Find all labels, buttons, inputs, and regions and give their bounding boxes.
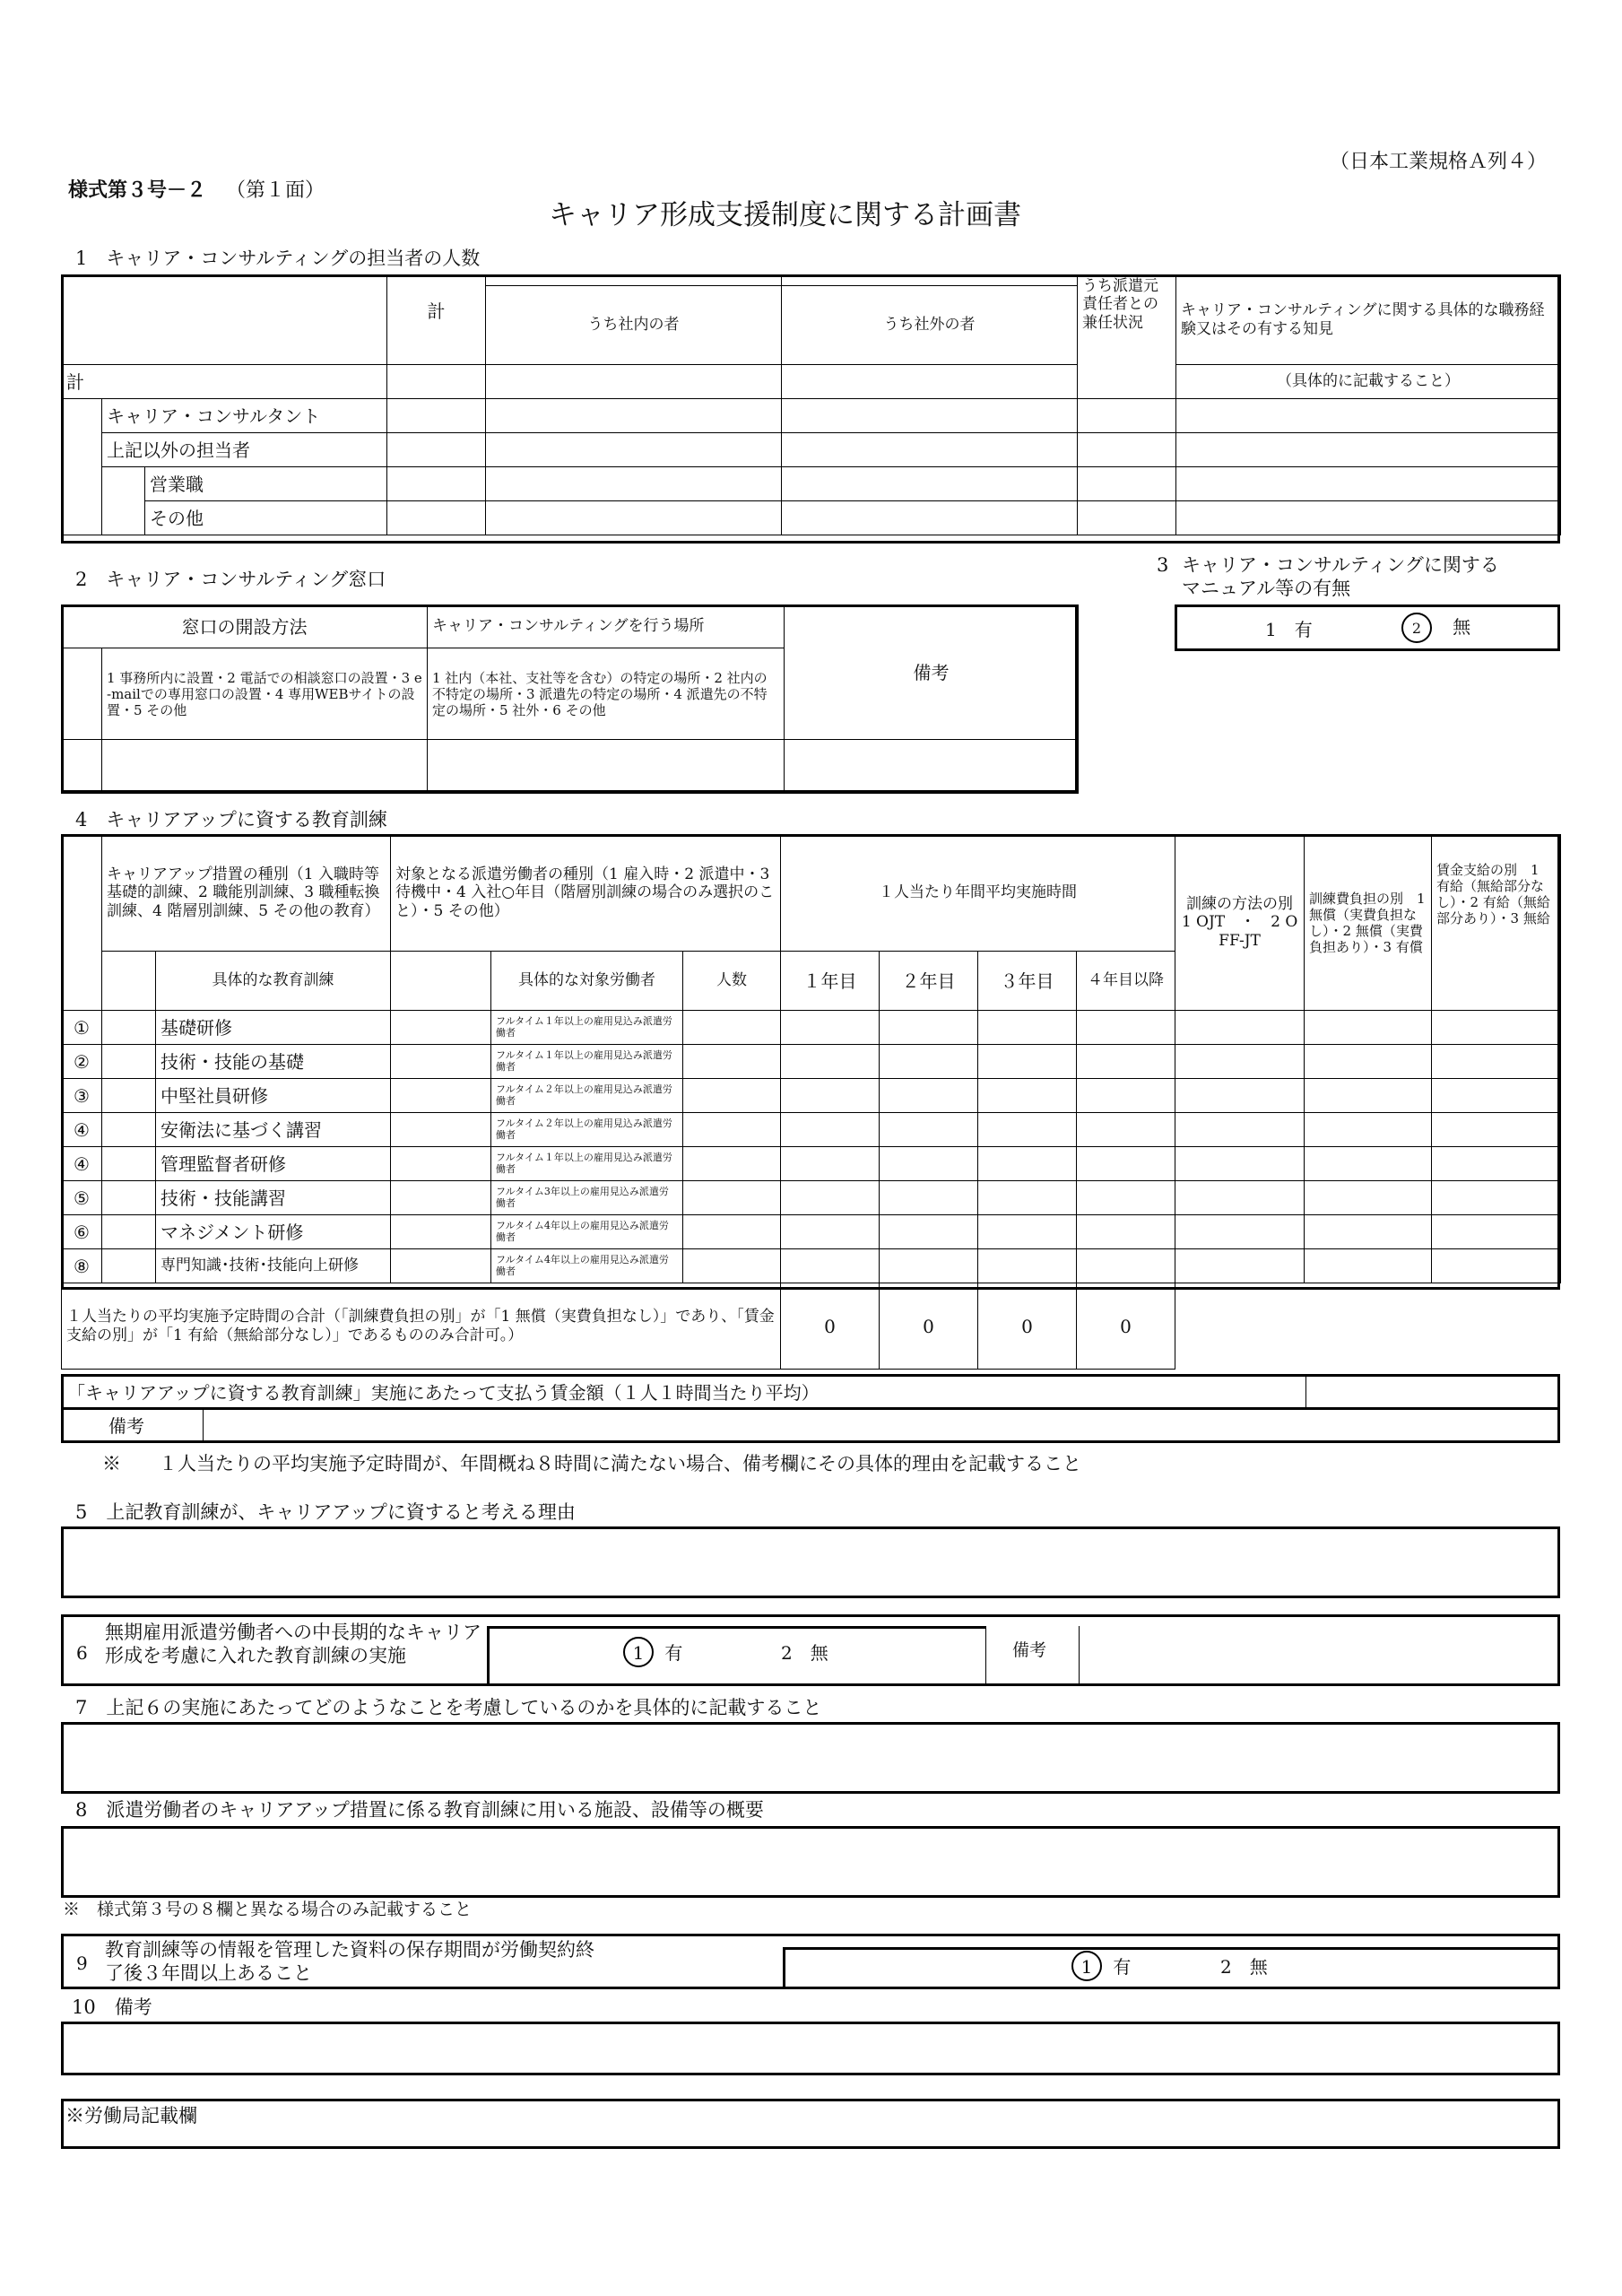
s4-total-year4: 0 xyxy=(1077,1283,1175,1370)
s4-wage-value[interactable] xyxy=(1310,1377,1557,1407)
s4-row-count-cell[interactable] xyxy=(683,1045,781,1079)
s2-remarks-value[interactable] xyxy=(785,740,1079,794)
s3-heading-line2: マニュアル等の有無 xyxy=(1182,578,1351,599)
section-8-heading: 8 派遣労働者のキャリアアップ措置に係る教育訓練に用いる施設、設備等の概要 xyxy=(75,1799,764,1821)
s4-row-year4-cell[interactable] xyxy=(1077,1045,1175,1079)
s4-row-worker-type-cell[interactable] xyxy=(391,1215,491,1249)
s4-row-cost-cell[interactable] xyxy=(1305,1215,1432,1249)
s1-col-experience: キャリア・コンサルティングに関する具体的な職務経験又はその有する知見 xyxy=(1176,275,1561,365)
s4-row-year4-cell[interactable] xyxy=(1077,1147,1175,1181)
s4-row-target: フルタイム１年以上の雇用見込み派遣労働者 xyxy=(491,1045,683,1079)
s4-row-training: マネジメント研修 xyxy=(156,1215,391,1249)
s4-wage-label: 「キャリアアップに資する教育訓練」実施にあたって支払う賃金額（１人１時間当たり平均） xyxy=(67,1382,820,1404)
s4-row-training: 専門知識･技術･技能向上研修 xyxy=(156,1249,391,1283)
s4-row-year3-cell[interactable] xyxy=(978,1215,1077,1249)
s4-row-target: フルタイム１年以上の雇用見込み派遣労働者 xyxy=(491,1011,683,1045)
s2-col-place: キャリア・コンサルティングを行う場所 xyxy=(428,605,785,648)
s4-row-count-cell[interactable] xyxy=(683,1079,781,1113)
s7-answer-box[interactable] xyxy=(61,1722,1560,1794)
s4-remarks-row xyxy=(61,1407,1560,1443)
s4-row-worker-type-cell[interactable] xyxy=(391,1113,491,1147)
s8-note: ※ 様式第３号の８欄と異なる場合のみ記載すること xyxy=(63,1900,473,1919)
s1-total-count-cell[interactable] xyxy=(387,365,486,399)
s4-row-year2-cell[interactable] xyxy=(880,1249,978,1283)
s4-row-type-cell[interactable] xyxy=(102,1181,156,1215)
s4-row-number: ⑥ xyxy=(62,1215,102,1249)
selected-circle-icon: 2 xyxy=(1401,613,1432,643)
s10-answer-box[interactable] xyxy=(61,2022,1560,2075)
s9-option-no[interactable]: 2 無 xyxy=(1220,1956,1268,1978)
s4-row-wage-cell[interactable] xyxy=(1432,1113,1561,1147)
s4-row-year1-cell[interactable] xyxy=(781,1113,880,1147)
s1-other-internal-cell[interactable] xyxy=(486,433,782,467)
s1-others-external-cell[interactable] xyxy=(782,501,1078,535)
s4-total-label: １人当たりの平均実施予定時間の合計（「訓練費負担の別」が「1 無償（実費負担なし）」であり、「賃金支給の別」が「1 有給（無給部分なし）」であるもののみ合計可。） xyxy=(62,1283,781,1370)
s1-other-concurrent-cell[interactable] xyxy=(1078,433,1176,467)
s1-row-sales: 営業職 xyxy=(145,467,387,501)
s4-row-wage-cell[interactable] xyxy=(1432,1249,1561,1283)
s4-row-worker-type-cell[interactable] xyxy=(391,1045,491,1079)
s4-remarks-label: 備考 xyxy=(108,1415,144,1437)
s4-row-method-cell[interactable] xyxy=(1175,1113,1305,1147)
section-1-table xyxy=(61,274,1561,535)
s1-consultant-experience-cell[interactable] xyxy=(1176,399,1561,433)
s4-col-year1: １年目 xyxy=(781,952,880,1011)
table-row xyxy=(62,1147,1561,1181)
s4-row-year3-cell[interactable] xyxy=(978,1045,1077,1079)
s4-row-year4-cell[interactable] xyxy=(1077,1079,1175,1113)
s4-row-count-cell[interactable] xyxy=(683,1011,781,1045)
s4-row-count-cell[interactable] xyxy=(683,1249,781,1283)
s8-answer-box[interactable] xyxy=(61,1826,1560,1898)
s4-row-count-cell[interactable] xyxy=(683,1181,781,1215)
s4-col-count: 人数 xyxy=(683,952,781,1011)
s4-row-target: フルタイム4年以上の雇用見込み派遣労働者 xyxy=(491,1249,683,1283)
s1-col-external: うち社外の者 xyxy=(782,286,1078,365)
s4-row-type-cell[interactable] xyxy=(102,1011,156,1045)
table-row xyxy=(62,1181,1561,1215)
s4-row-wage-cell[interactable] xyxy=(1432,1147,1561,1181)
s4-row-year1-cell[interactable] xyxy=(781,1215,880,1249)
s6-remarks-value[interactable] xyxy=(1082,1626,1556,1680)
s4-row-year2-cell[interactable] xyxy=(880,1147,978,1181)
table-row xyxy=(62,1215,1561,1249)
s1-row-other-staff: 上記以外の担当者 xyxy=(102,433,387,467)
s4-row-year4-cell[interactable] xyxy=(1077,1249,1175,1283)
s1-consultant-external-cell[interactable] xyxy=(782,399,1078,433)
s3-heading-num: 3 xyxy=(1157,554,1169,576)
table-row xyxy=(62,1045,1561,1079)
s4-row-method-cell[interactable] xyxy=(1175,1147,1305,1181)
s4-row-worker-type-cell[interactable] xyxy=(391,1011,491,1045)
s4-row-number: ⑤ xyxy=(62,1181,102,1215)
s4-row-year2-cell[interactable] xyxy=(880,1011,978,1045)
s4-row-year2-cell[interactable] xyxy=(880,1079,978,1113)
s1-consultant-concurrent-cell[interactable] xyxy=(1078,399,1176,433)
s4-row-year2-cell[interactable] xyxy=(880,1045,978,1079)
s1-row-total: 計 xyxy=(62,365,387,399)
s3-heading-line1: キャリア・コンサルティングに関する xyxy=(1182,554,1499,576)
s4-row-wage-cell[interactable] xyxy=(1432,1045,1561,1079)
s4-col-method: 訓練の方法の別 1 OJT ・ 2 OFF-JT xyxy=(1175,835,1305,1011)
s4-row-type-cell[interactable] xyxy=(102,1147,156,1181)
s4-row-cost-cell[interactable] xyxy=(1305,1045,1432,1079)
s4-row-number: ② xyxy=(62,1045,102,1079)
s1-consultant-internal-cell[interactable] xyxy=(486,399,782,433)
s2-col-remarks: 備考 xyxy=(785,605,1079,740)
s4-row-year2-cell[interactable] xyxy=(880,1113,978,1147)
s4-row-number: ① xyxy=(62,1011,102,1045)
s1-others-count-cell[interactable] xyxy=(387,501,486,535)
s1-col-concurrent: うち派遣元責任者との兼任状況 xyxy=(1078,275,1176,399)
s4-row-method-cell[interactable] xyxy=(1175,1215,1305,1249)
s4-col-year2: ２年目 xyxy=(880,952,978,1011)
s4-row-year4-cell[interactable] xyxy=(1077,1181,1175,1215)
s2-method-value[interactable] xyxy=(102,740,428,794)
s4-row-cost-cell[interactable] xyxy=(1305,1113,1432,1147)
s4-row-year3-cell[interactable] xyxy=(978,1249,1077,1283)
s4-row-count-cell[interactable] xyxy=(683,1113,781,1147)
selected-circle-icon: 1 xyxy=(623,1637,654,1667)
s9-option-yes[interactable]: 1 有 xyxy=(1071,1951,1131,1981)
s1-other-external-cell[interactable] xyxy=(782,433,1078,467)
s4-row-worker-type-cell[interactable] xyxy=(391,1249,491,1283)
form-number: 様式第３号－２ xyxy=(68,179,207,202)
s2-method-options: 1 事務所内に設置・2 電話での相談窓口の設置・3 e-mailでの専用窓口の設置・4 専用WEBサイトの設置・5 その他 xyxy=(102,648,428,740)
s4-remarks-value[interactable] xyxy=(207,1410,1552,1440)
s1-total-external-cell[interactable] xyxy=(782,365,1078,399)
bureau-label: ※労働局記載欄 xyxy=(65,2105,197,2126)
s4-wage-row xyxy=(61,1374,1560,1410)
s1-consultant-count-cell[interactable] xyxy=(387,399,486,433)
selected-circle-icon: 1 xyxy=(1071,1951,1102,1981)
s4-col-specific-training: 具体的な教育訓練 xyxy=(156,952,391,1011)
s4-row-type-cell[interactable] xyxy=(102,1249,156,1283)
s4-row-cost-cell[interactable] xyxy=(1305,1079,1432,1113)
s4-row-method-cell[interactable] xyxy=(1175,1011,1305,1045)
s4-row-cost-cell[interactable] xyxy=(1305,1181,1432,1215)
s1-sales-external-cell[interactable] xyxy=(782,467,1078,501)
s4-row-target: フルタイム3年以上の雇用見込み派遣労働者 xyxy=(491,1181,683,1215)
s4-row-count-cell[interactable] xyxy=(683,1147,781,1181)
s4-row-training: 基礎研修 xyxy=(156,1011,391,1045)
section-4-table xyxy=(61,834,1561,1370)
s4-row-year3-cell[interactable] xyxy=(978,1011,1077,1045)
s2-place-value[interactable] xyxy=(428,740,785,794)
s4-row-method-cell[interactable] xyxy=(1175,1181,1305,1215)
s4-col-worker-type: 対象となる派遣労働者の種別（1 雇入時・2 派遣中・3 待機中・4 入社○年目（階層別訓練の場合のみ選択のこと）・5 その他） xyxy=(391,835,781,952)
section-10-heading: 10 備考 xyxy=(72,1996,152,2018)
s1-row-consultant: キャリア・コンサルタント xyxy=(102,399,387,433)
s6-option-no[interactable]: 2 無 xyxy=(781,1642,828,1664)
s4-row-count-cell[interactable] xyxy=(683,1215,781,1249)
s4-row-target: フルタイム１年以上の雇用見込み派遣労働者 xyxy=(491,1147,683,1181)
s4-row-year3-cell[interactable] xyxy=(978,1181,1077,1215)
s4-total-year2: 0 xyxy=(880,1283,978,1370)
s1-others-concurrent-cell[interactable] xyxy=(1078,501,1176,535)
s4-row-method-cell[interactable] xyxy=(1175,1079,1305,1113)
section-2-heading: 2 キャリア・コンサルティング窓口 xyxy=(75,569,386,590)
s4-row-year1-cell[interactable] xyxy=(781,1079,880,1113)
s4-note: ※ １人当たりの平均実施予定時間が、年間概ね８時間に満たない場合、備考欄にその具体的理由を記載すること xyxy=(102,1453,1081,1474)
s1-experience-note: （具体的に記載すること） xyxy=(1176,365,1561,399)
s1-others-experience-cell[interactable] xyxy=(1176,501,1561,535)
s4-row-wage-cell[interactable] xyxy=(1432,1215,1561,1249)
s4-row-year1-cell[interactable] xyxy=(781,1045,880,1079)
s4-row-number: ⑧ xyxy=(62,1249,102,1283)
s1-sales-concurrent-cell[interactable] xyxy=(1078,467,1176,501)
s4-row-target: フルタイム２年以上の雇用見込み派遣労働者 xyxy=(491,1079,683,1113)
s1-other-experience-cell[interactable] xyxy=(1176,433,1561,467)
s4-row-training: 技術・技能の基礎 xyxy=(156,1045,391,1079)
table-row xyxy=(62,1079,1561,1113)
section-4-heading: 4 キャリアアップに資する教育訓練 xyxy=(75,809,387,831)
s6-frame xyxy=(61,1614,1560,1686)
section-7-heading: 7 上記６の実施にあたってどのようなことを考慮しているのかを具体的に記載すること xyxy=(75,1697,822,1718)
s4-total-year1: 0 xyxy=(781,1283,880,1370)
s4-col-measure-type: キャリアアップ措置の種別（1 入職時等基礎的訓練、2 職能別訓練、3 職種転換訓練、4 階層別訓練、5 その他の教育） xyxy=(102,835,391,952)
table-row xyxy=(62,1113,1561,1147)
s4-row-year3-cell[interactable] xyxy=(978,1113,1077,1147)
s4-row-number: ④ xyxy=(62,1147,102,1181)
s4-row-cost-cell[interactable] xyxy=(1305,1147,1432,1181)
s4-row-worker-type-cell[interactable] xyxy=(391,1181,491,1215)
s2-col-method: 窓口の開設方法 xyxy=(62,605,428,648)
s3-option-yes[interactable]: 1 有 xyxy=(1265,619,1313,640)
s4-row-cost-cell[interactable] xyxy=(1305,1011,1432,1045)
s4-row-target: フルタイム4年以上の雇用見込み派遣労働者 xyxy=(491,1215,683,1249)
s4-col-avg-hours: １人当たり年間平均実施時間 xyxy=(781,835,1175,952)
s4-row-type-cell[interactable] xyxy=(102,1079,156,1113)
s4-row-year4-cell[interactable] xyxy=(1077,1011,1175,1045)
s4-row-method-cell[interactable] xyxy=(1175,1249,1305,1283)
s4-row-training: 管理監督者研修 xyxy=(156,1147,391,1181)
s4-row-year3-cell[interactable] xyxy=(978,1079,1077,1113)
s1-sales-count-cell[interactable] xyxy=(387,467,486,501)
s6-remarks-label: 備考 xyxy=(1012,1640,1047,1660)
s4-row-year2-cell[interactable] xyxy=(880,1181,978,1215)
s4-col-specific-worker: 具体的な対象労働者 xyxy=(491,952,683,1011)
s4-row-cost-cell[interactable] xyxy=(1305,1249,1432,1283)
s4-col-cost: 訓練費負担の別 1 無償（実費負担なし）・2 無償（実費負担あり）・3 有償 xyxy=(1305,835,1432,1011)
s9-label-line2: 了後３年間以上あること xyxy=(105,1962,312,1984)
section-1-heading: 1 キャリア・コンサルティングの担当者の人数 xyxy=(75,248,481,269)
s4-col-year3: ３年目 xyxy=(978,952,1077,1011)
s4-col-year4: ４年目以降 xyxy=(1077,952,1175,1011)
s4-row-number: ④ xyxy=(62,1113,102,1147)
s4-row-training: 中堅社員研修 xyxy=(156,1079,391,1113)
s9-label-line1: 教育訓練等の情報を管理した資料の保存期間が労働契約終 xyxy=(105,1939,594,1961)
page-title: キャリア形成支援制度に関する計画書 xyxy=(549,199,1021,231)
s4-row-type-cell[interactable] xyxy=(102,1045,156,1079)
s9-num: 9 xyxy=(76,1952,88,1974)
s4-row-year4-cell[interactable] xyxy=(1077,1113,1175,1147)
section-2-table xyxy=(61,604,1079,794)
s1-row-others: その他 xyxy=(145,501,387,535)
s4-row-wage-cell[interactable] xyxy=(1432,1011,1561,1045)
s4-total-year3: 0 xyxy=(978,1283,1077,1370)
s6-label: 無期雇用派遣労働者への中長期的なキャリア形成を考慮に入れた教育訓練の実施 xyxy=(105,1622,481,1667)
s3-answer-box xyxy=(1175,604,1560,651)
s4-row-type-cell[interactable] xyxy=(102,1113,156,1147)
s1-sales-internal-cell[interactable] xyxy=(486,467,782,501)
page-number: （第１面） xyxy=(226,179,325,202)
s4-row-worker-type-cell[interactable] xyxy=(391,1147,491,1181)
s4-row-year2-cell[interactable] xyxy=(880,1215,978,1249)
s4-row-training: 技術・技能講習 xyxy=(156,1181,391,1215)
s1-total-internal-cell[interactable] xyxy=(486,365,782,399)
s4-row-year4-cell[interactable] xyxy=(1077,1215,1175,1249)
section-5-heading: 5 上記教育訓練が、キャリアアップに資すると考える理由 xyxy=(75,1501,576,1523)
s4-row-wage-cell[interactable] xyxy=(1432,1181,1561,1215)
jis-size-note: （日本工業規格Ａ列４） xyxy=(1330,151,1548,173)
s4-row-wage-cell[interactable] xyxy=(1432,1079,1561,1113)
s4-row-number: ③ xyxy=(62,1079,102,1113)
bureau-box xyxy=(61,2099,1560,2149)
s2-place-options: 1 社内（本社、支社等を含む）の特定の場所・2 社内の不特定の場所・3 派遣先の特定の場所・4 派遣先の不特定の場所・5 社外・6 その他 xyxy=(428,648,785,740)
s9-frame xyxy=(61,1934,1560,1989)
table-row xyxy=(62,1249,1561,1283)
s6-option-yes[interactable]: 1 有 xyxy=(623,1637,682,1667)
s4-col-wage: 賃金支給の別 1 有給（無給部分なし）・2 有給（無給部分あり）・3 無給 xyxy=(1432,835,1561,1011)
s4-row-method-cell[interactable] xyxy=(1175,1045,1305,1079)
s4-row-year3-cell[interactable] xyxy=(978,1147,1077,1181)
s6-num: 6 xyxy=(76,1642,88,1664)
s3-option-no[interactable]: 2 無 xyxy=(1401,613,1470,643)
s4-row-year1-cell[interactable] xyxy=(781,1147,880,1181)
s4-row-year1-cell[interactable] xyxy=(781,1011,880,1045)
s1-col-total: 計 xyxy=(387,275,486,365)
s4-row-training: 安衛法に基づく講習 xyxy=(156,1113,391,1147)
s4-row-target: フルタイム２年以上の雇用見込み派遣労働者 xyxy=(491,1113,683,1147)
s4-row-worker-type-cell[interactable] xyxy=(391,1079,491,1113)
s4-row-year1-cell[interactable] xyxy=(781,1181,880,1215)
s4-row-year1-cell[interactable] xyxy=(781,1249,880,1283)
s5-answer-box[interactable] xyxy=(61,1526,1560,1598)
table-row xyxy=(62,1011,1561,1045)
s1-other-count-cell[interactable] xyxy=(387,433,486,467)
s1-col-internal: うち社内の者 xyxy=(486,286,782,365)
s1-sales-experience-cell[interactable] xyxy=(1176,467,1561,501)
s4-row-type-cell[interactable] xyxy=(102,1215,156,1249)
s1-others-internal-cell[interactable] xyxy=(486,501,782,535)
